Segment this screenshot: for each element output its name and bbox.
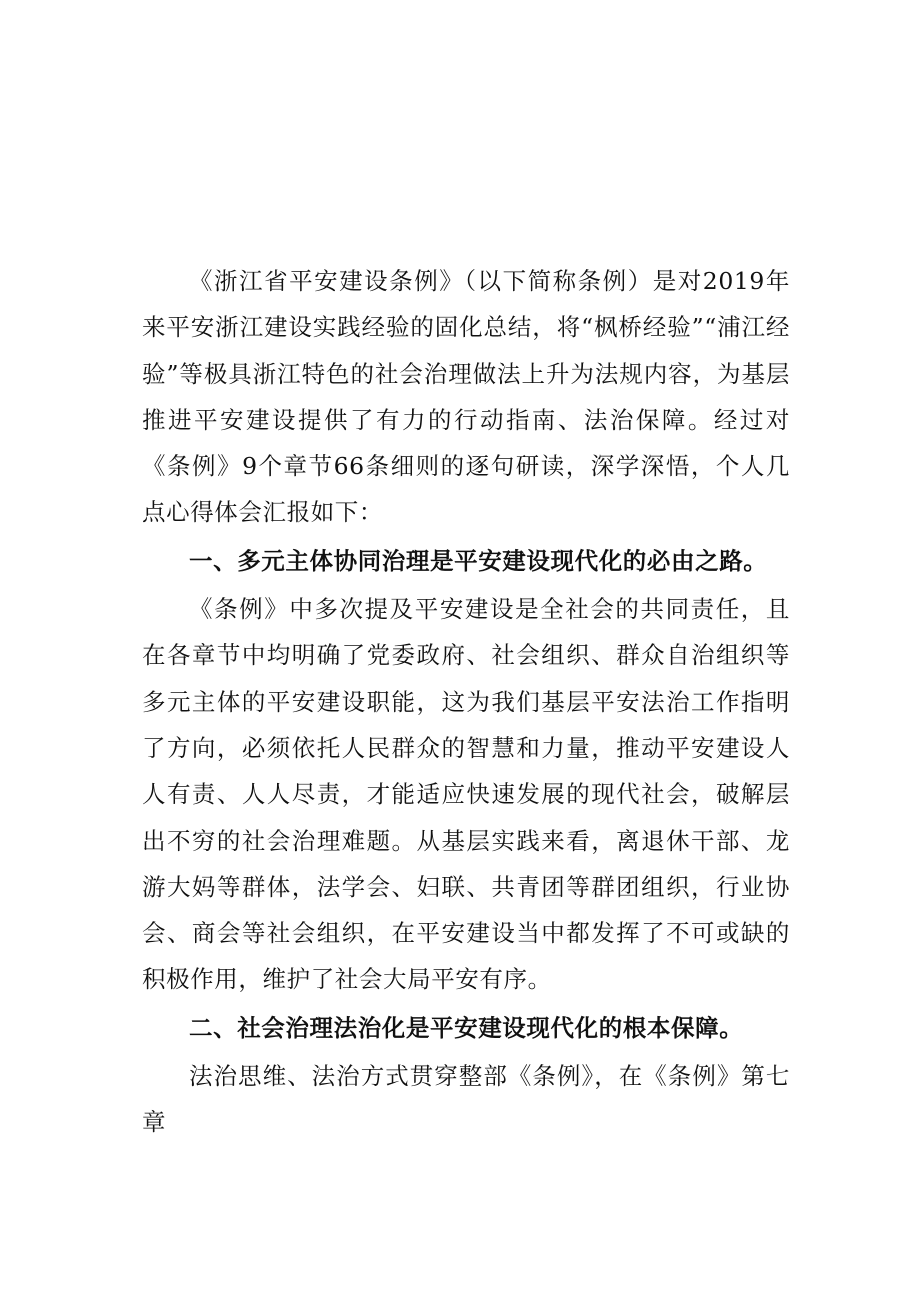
section-heading-1: 一、多元主体协同治理是平安建设现代化的必由之路。 (189, 546, 768, 575)
section-1-paragraph: 《条例》中多次提及平安建设是全社会的共同责任，且在各章节中均明确了党委政府、社会组织、群众自治组织等多元主体的平安建设职能，这为我们基层平安法治工作指明了方向，必须依托人民群众的智慧和力量，推动平安建设人人有责、人人尽责，才能适应快速发展的现代社会，破解层出不穷的社会治理难题。从基层实践来看，离退休干部、龙游大妈等群体，法学会、妇联、共青团等群团组织，行业协会、商会等社会组织，在平安建设当中都发挥了不可或缺的积极作用，维护了社会大局平安有序。 (142, 595, 790, 994)
section-heading-2: 二、社会治理法治化是平安建设现代化的根本保障。 (189, 1013, 744, 1042)
document-body (142, 258, 790, 1146)
intro-paragraph: 《浙江省平安建设条例》（以下简称条例）是对2019年来平安浙江建设实践经验的固化总结，将“枫桥经验”“浦江经验”等极具浙江特色的社会治理做法上升为法规内容，为基层推进平安建设提供了有力的行动指南、法治保障。经过对《条例》9个章节66条细则的逐句研读，深学深悟，个人几点心得体会汇报如下： (142, 267, 790, 527)
section-2-paragraph: 法治思维、法治方式贯穿整部《条例》，在《条例》第七章 (142, 1062, 790, 1137)
